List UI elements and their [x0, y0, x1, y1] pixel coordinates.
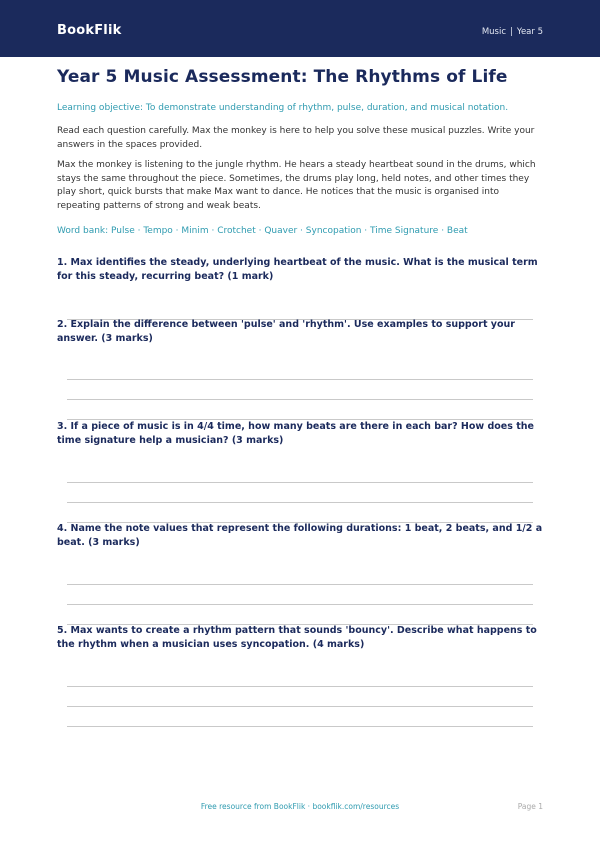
learning-objective: Learning objective: To demonstrate understanding of rhythm, pulse, duration, and musical notation. [57, 103, 509, 113]
word-bank: Word bank: Pulse · Tempo · Minim · Crotchet · Quaver · Syncopation · Time Signature · Beat [57, 226, 468, 236]
footer-credit-link[interactable]: Free resource from BookFlik · bookflik.com/resources [200, 802, 400, 811]
story-paragraph: Max the monkey is listening to the jungle rhythm. He hears a steady heartbeat sound in the drums, which stays the same throughout the piece. Sometimes, the drums play long, held notes, and other times they play short, quick bursts that make Max want to dance. He notices that the music is organised into repeating patterns of strong and weak beats. [57, 160, 536, 211]
brand-logo[interactable]: BookFlik [57, 23, 122, 38]
question-1-text: 1. Max identifies the steady, underlying heartbeat of the music. What is the musical term for this steady, recurring beat? (1 mark) [57, 257, 538, 282]
page-title: Year 5 Music Assessment: The Rhythms of Life [57, 67, 508, 87]
question-2 [57, 318, 543, 346]
question-4 [57, 522, 543, 550]
page-header [0, 0, 600, 57]
answer-line[interactable] [67, 686, 533, 687]
breadcrumb [482, 27, 543, 37]
answer-line[interactable] [67, 726, 533, 727]
question-5 [57, 624, 543, 652]
question-1 [57, 256, 543, 284]
question-3 [57, 420, 543, 448]
answer-line[interactable] [67, 482, 533, 483]
question-5-text: 5. Max wants to create a rhythm pattern that sounds 'bouncy'. Describe what happens to the rhythm when a musician uses syncopation. (4 marks) [57, 625, 537, 650]
page-number: Page 1 [517, 802, 543, 811]
answer-line[interactable] [67, 502, 533, 503]
answer-line[interactable] [67, 399, 533, 400]
question-4-text: 4. Name the note values that represent the following durations: 1 beat, 2 beats, and 1/2 a beat. (3 marks) [57, 523, 543, 548]
instructions-paragraph: Read each question carefully. Max the monkey is here to help you solve these musical puzzles. Write your answers in the spaces provided. [57, 126, 535, 150]
assessment-intro [57, 66, 543, 238]
answer-line[interactable] [67, 604, 533, 605]
answer-line[interactable] [67, 706, 533, 707]
question-3-text: 3. If a piece of music is in 4/4 time, how many beats are there in each bar? How does the time signature help a musician? (3 marks) [57, 421, 534, 446]
breadcrumb-year[interactable]: Year 5 [516, 27, 543, 37]
answer-line[interactable] [67, 584, 533, 585]
breadcrumb-separator: | [510, 27, 513, 37]
answer-line[interactable] [67, 379, 533, 380]
breadcrumb-subject[interactable]: Music [481, 27, 507, 37]
question-2-text: 2. Explain the difference between 'pulse' and 'rhythm'. Use examples to support your answer. (3 marks) [57, 319, 515, 344]
